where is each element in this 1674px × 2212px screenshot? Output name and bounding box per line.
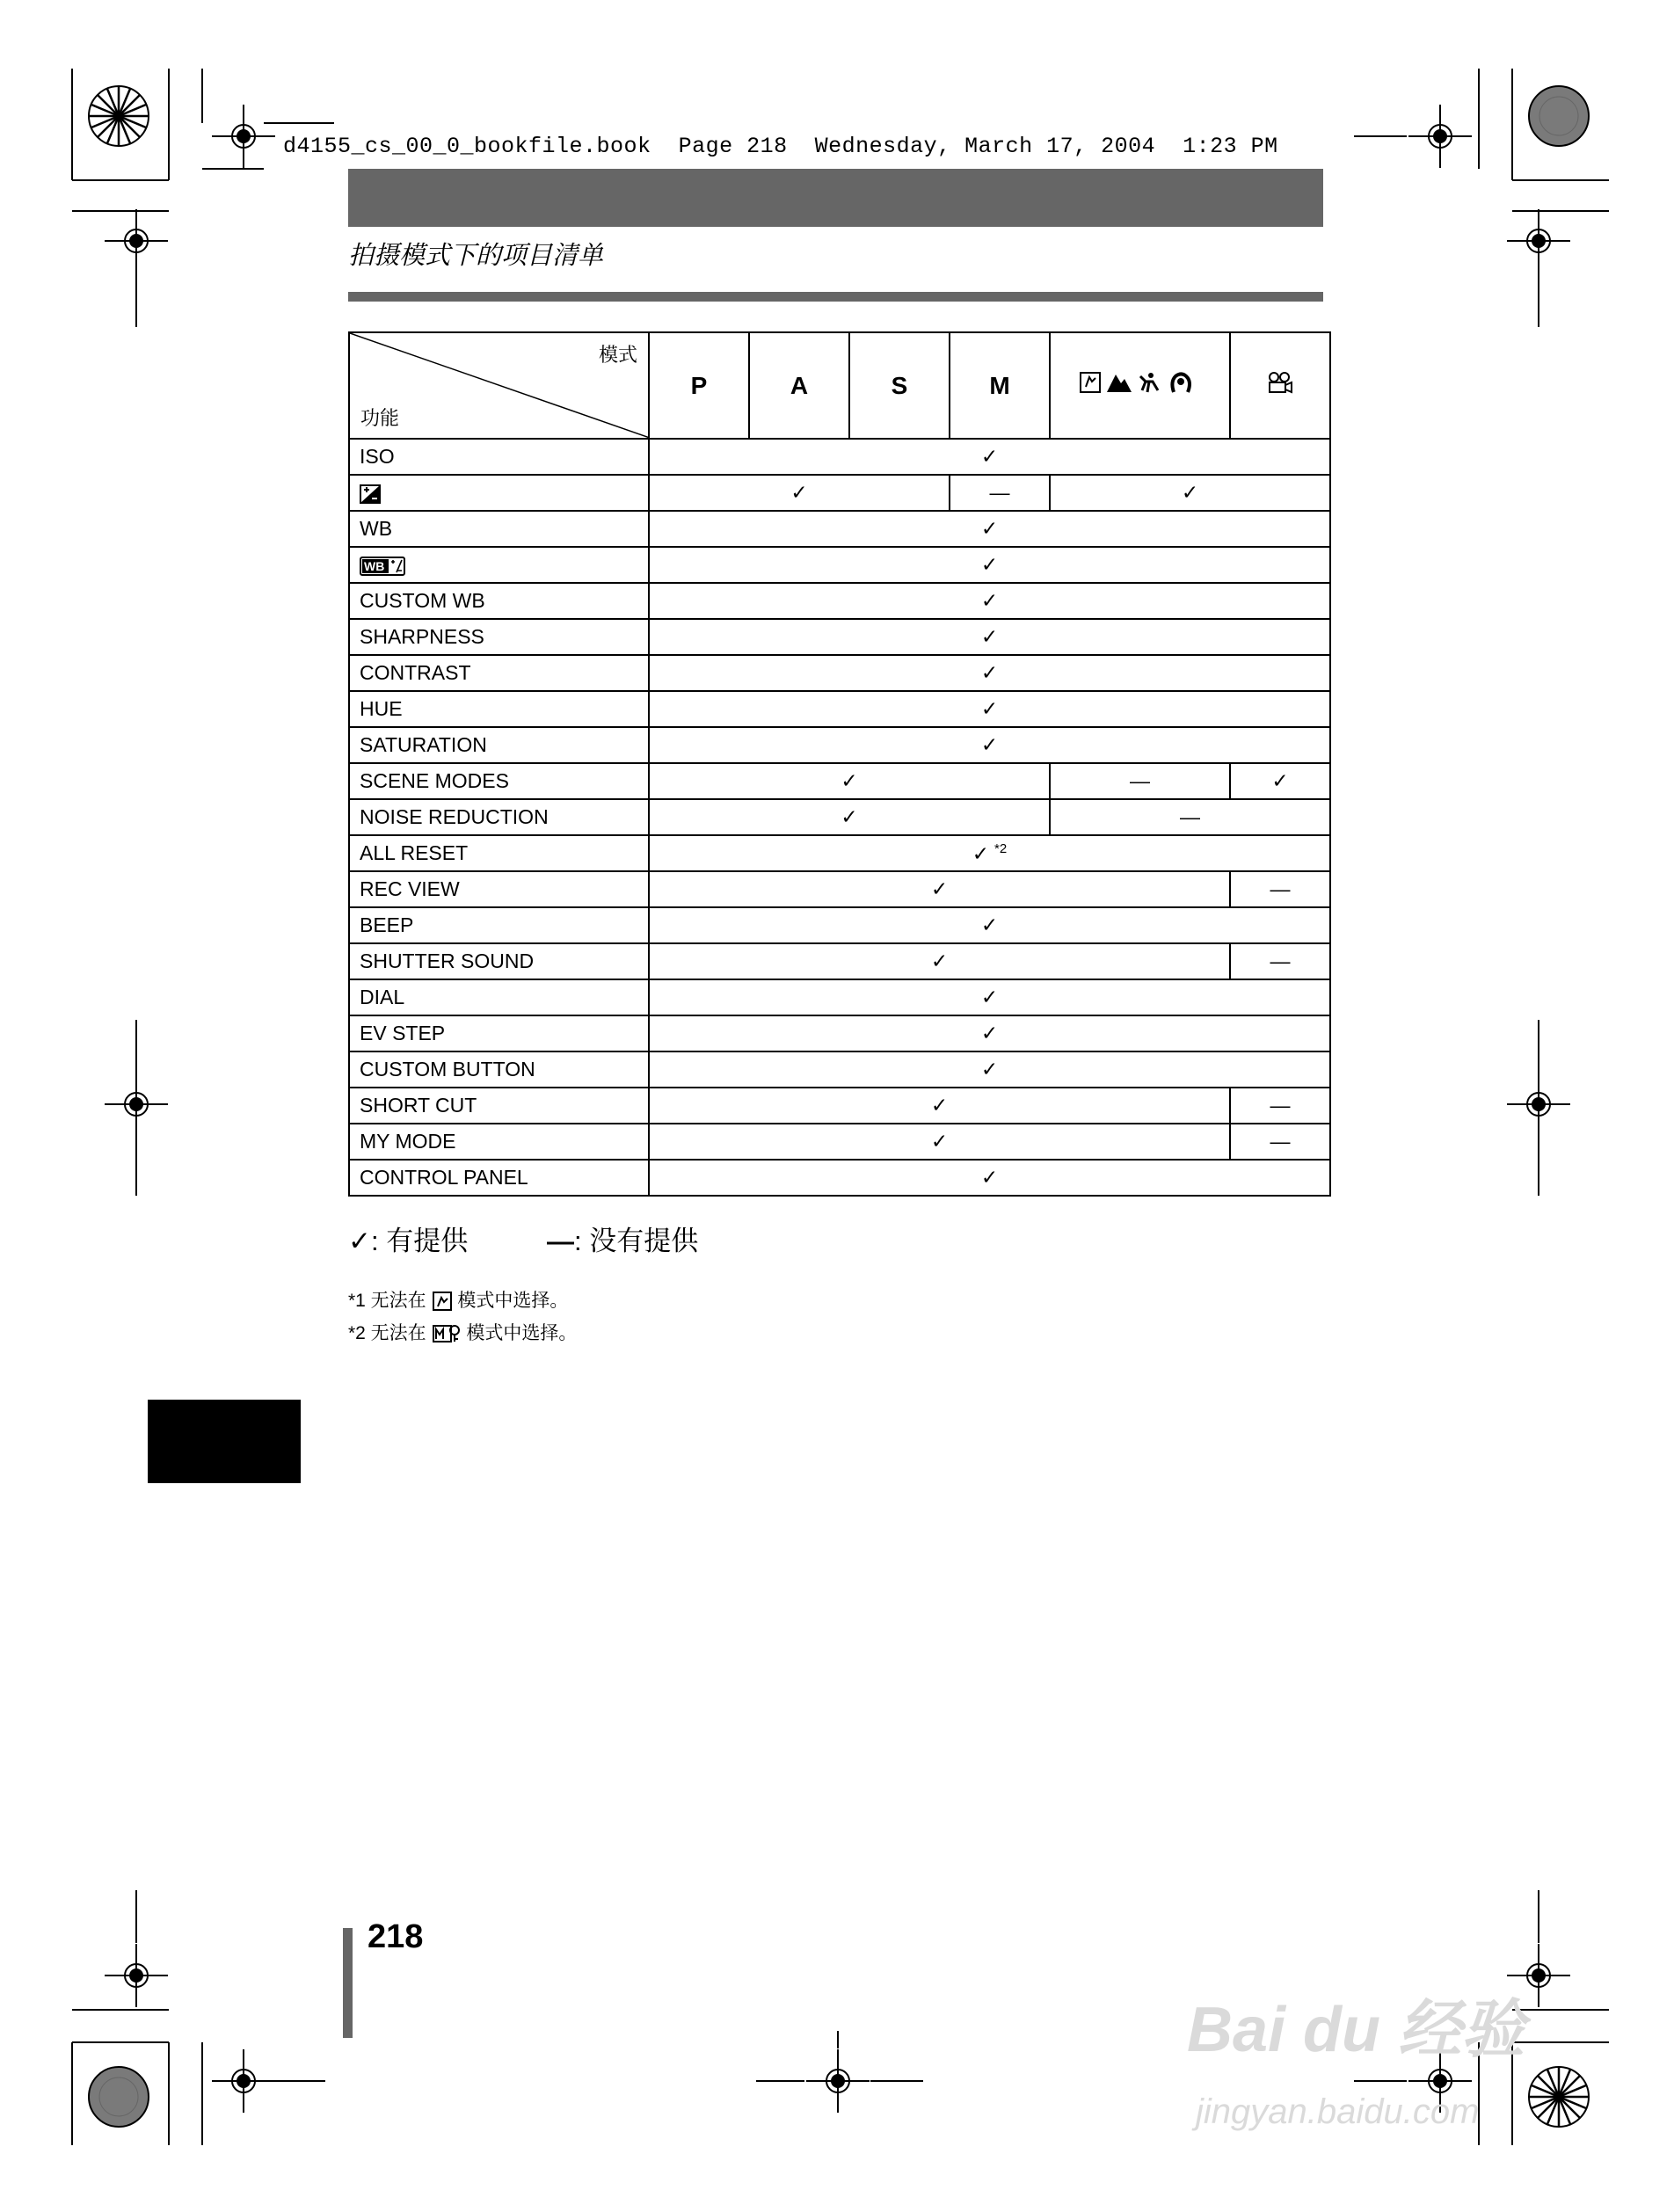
row-label: BEEP <box>349 907 649 943</box>
legend-not-available-text: : 没有提供 <box>574 1226 699 1256</box>
table-row <box>349 871 1330 907</box>
legend-not-available <box>547 1219 698 1258</box>
row-label: SHORT CUT <box>349 1088 649 1124</box>
table-row <box>349 1124 1330 1160</box>
row-label: CUSTOM WB <box>349 583 649 619</box>
row-label <box>349 475 649 511</box>
dash-cell: — <box>1050 799 1330 835</box>
check-cell <box>649 835 1330 871</box>
title-bar <box>348 169 1323 227</box>
note2-prefix: *2 无法在 <box>348 1323 426 1343</box>
mode-function-table <box>348 331 1331 1197</box>
check-cell: ✓ <box>649 583 1330 619</box>
check-cell: ✓ <box>649 1160 1330 1196</box>
check-cell: ✓ <box>649 475 950 511</box>
row-label: ISO <box>349 439 649 475</box>
check-cell: ✓ <box>649 727 1330 763</box>
legend-available-text: : 有提供 <box>370 1226 469 1256</box>
row-label <box>349 547 649 583</box>
dash-cell: — <box>1230 1124 1330 1160</box>
table-row <box>349 1051 1330 1088</box>
table-row <box>349 979 1330 1015</box>
check-cell: ✓ <box>649 907 1330 943</box>
row-label: SHARPNESS <box>349 619 649 655</box>
svg-text:WB: WB <box>364 558 385 573</box>
column-s: S <box>849 332 950 439</box>
row-label: SCENE MODES <box>349 763 649 799</box>
table-row <box>349 1088 1330 1124</box>
check-cell: ✓ <box>1230 763 1330 799</box>
column-p: P <box>649 332 749 439</box>
check-cell: ✓ <box>1050 475 1330 511</box>
row-label: CONTRAST <box>349 655 649 691</box>
movie-icon <box>1267 370 1293 395</box>
table-row <box>349 763 1330 799</box>
check-cell: ✓ <box>649 1051 1330 1088</box>
table-row <box>349 619 1330 655</box>
my-mode-icon <box>432 1323 462 1344</box>
row-label: SATURATION <box>349 727 649 763</box>
page-number-bar <box>343 1928 353 2038</box>
corner-header-cell <box>349 332 649 439</box>
wb-compensation-icon <box>360 557 405 576</box>
row-label: REC VIEW <box>349 871 649 907</box>
check-cell: ✓ <box>649 439 1330 475</box>
column-a: A <box>749 332 849 439</box>
table-header-row <box>349 332 1330 439</box>
column-m: M <box>950 332 1050 439</box>
section-title: 拍摄模式下的项目清单 <box>348 242 604 270</box>
row-label: ALL RESET <box>349 835 649 871</box>
table-row <box>349 547 1330 583</box>
table-row <box>349 835 1330 871</box>
portrait-scene-icon <box>1081 373 1100 392</box>
dash-mark: — <box>547 1226 574 1256</box>
landscape-icon <box>1107 375 1132 392</box>
check-mark: ✓ <box>972 841 990 865</box>
column-movie <box>1230 332 1330 439</box>
mode-axis-label: 模式 <box>598 344 637 366</box>
row-label: CONTROL PANEL <box>349 1160 649 1196</box>
dash-cell: — <box>1050 763 1230 799</box>
watermark-brand: Bai du 经验 <box>1187 1995 1525 2065</box>
row-label: HUE <box>349 691 649 727</box>
note2-suffix: 模式中选择。 <box>466 1323 578 1343</box>
row-label: MY MODE <box>349 1124 649 1160</box>
check-cell: ✓ <box>649 691 1330 727</box>
row-label: CUSTOM BUTTON <box>349 1051 649 1088</box>
table-row <box>349 1015 1330 1051</box>
check-mark: ✓ <box>348 1226 371 1256</box>
dash-cell: — <box>1230 871 1330 907</box>
table-row <box>349 943 1330 979</box>
check-cell: ✓ <box>649 943 1230 979</box>
row-label: SHUTTER SOUND <box>349 943 649 979</box>
night-portrait-icon <box>1172 374 1190 392</box>
table-row <box>349 907 1330 943</box>
table-row <box>349 655 1330 691</box>
chapter-tab <box>148 1400 301 1483</box>
table-row <box>349 511 1330 547</box>
scene-icons <box>1079 369 1202 396</box>
note1-prefix: *1 无法在 <box>348 1291 426 1311</box>
table-row <box>349 691 1330 727</box>
table-row <box>349 439 1330 475</box>
check-cell: ✓ <box>649 619 1330 655</box>
book-header-line: d4155_cs_00_0_bookfile.book Page 218 Wednesday, March 17, 2004 1:23 PM <box>283 134 1278 159</box>
row-label: EV STEP <box>349 1015 649 1051</box>
dash-cell: — <box>950 475 1050 511</box>
legend-available <box>348 1219 468 1258</box>
table-row <box>349 1160 1330 1196</box>
row-label: DIAL <box>349 979 649 1015</box>
dash-cell: — <box>1230 1088 1330 1124</box>
check-cell: ✓ <box>649 979 1330 1015</box>
function-axis-label: 功能 <box>360 407 400 429</box>
check-cell: ✓ <box>649 871 1230 907</box>
check-cell: ✓ <box>649 655 1330 691</box>
table-row <box>349 727 1330 763</box>
dash-cell: — <box>1230 943 1330 979</box>
check-cell: ✓ <box>649 763 1050 799</box>
table-row <box>349 799 1330 835</box>
sports-icon <box>1140 373 1158 392</box>
footnote-1 <box>348 1286 568 1313</box>
table-row <box>349 583 1330 619</box>
row-label: NOISE REDUCTION <box>349 799 649 835</box>
check-cell: ✓ <box>649 547 1330 583</box>
page-number: 218 <box>368 1918 424 1955</box>
footnote-2 <box>348 1319 577 1345</box>
section-divider <box>348 292 1323 302</box>
exposure-compensation-icon <box>360 484 381 504</box>
check-cell: ✓ <box>649 1124 1230 1160</box>
check-cell: ✓ <box>649 799 1050 835</box>
footnote-ref: *2 <box>994 840 1008 856</box>
note1-suffix: 模式中选择。 <box>457 1291 569 1311</box>
check-cell: ✓ <box>649 511 1330 547</box>
portrait-scene-icon <box>432 1291 453 1312</box>
watermark-url: jingyan.baidu.com <box>1196 2092 1480 2131</box>
table-row <box>349 475 1330 511</box>
check-cell: ✓ <box>649 1088 1230 1124</box>
row-label: WB <box>349 511 649 547</box>
column-scene-modes <box>1050 332 1230 439</box>
check-cell: ✓ <box>649 1015 1330 1051</box>
